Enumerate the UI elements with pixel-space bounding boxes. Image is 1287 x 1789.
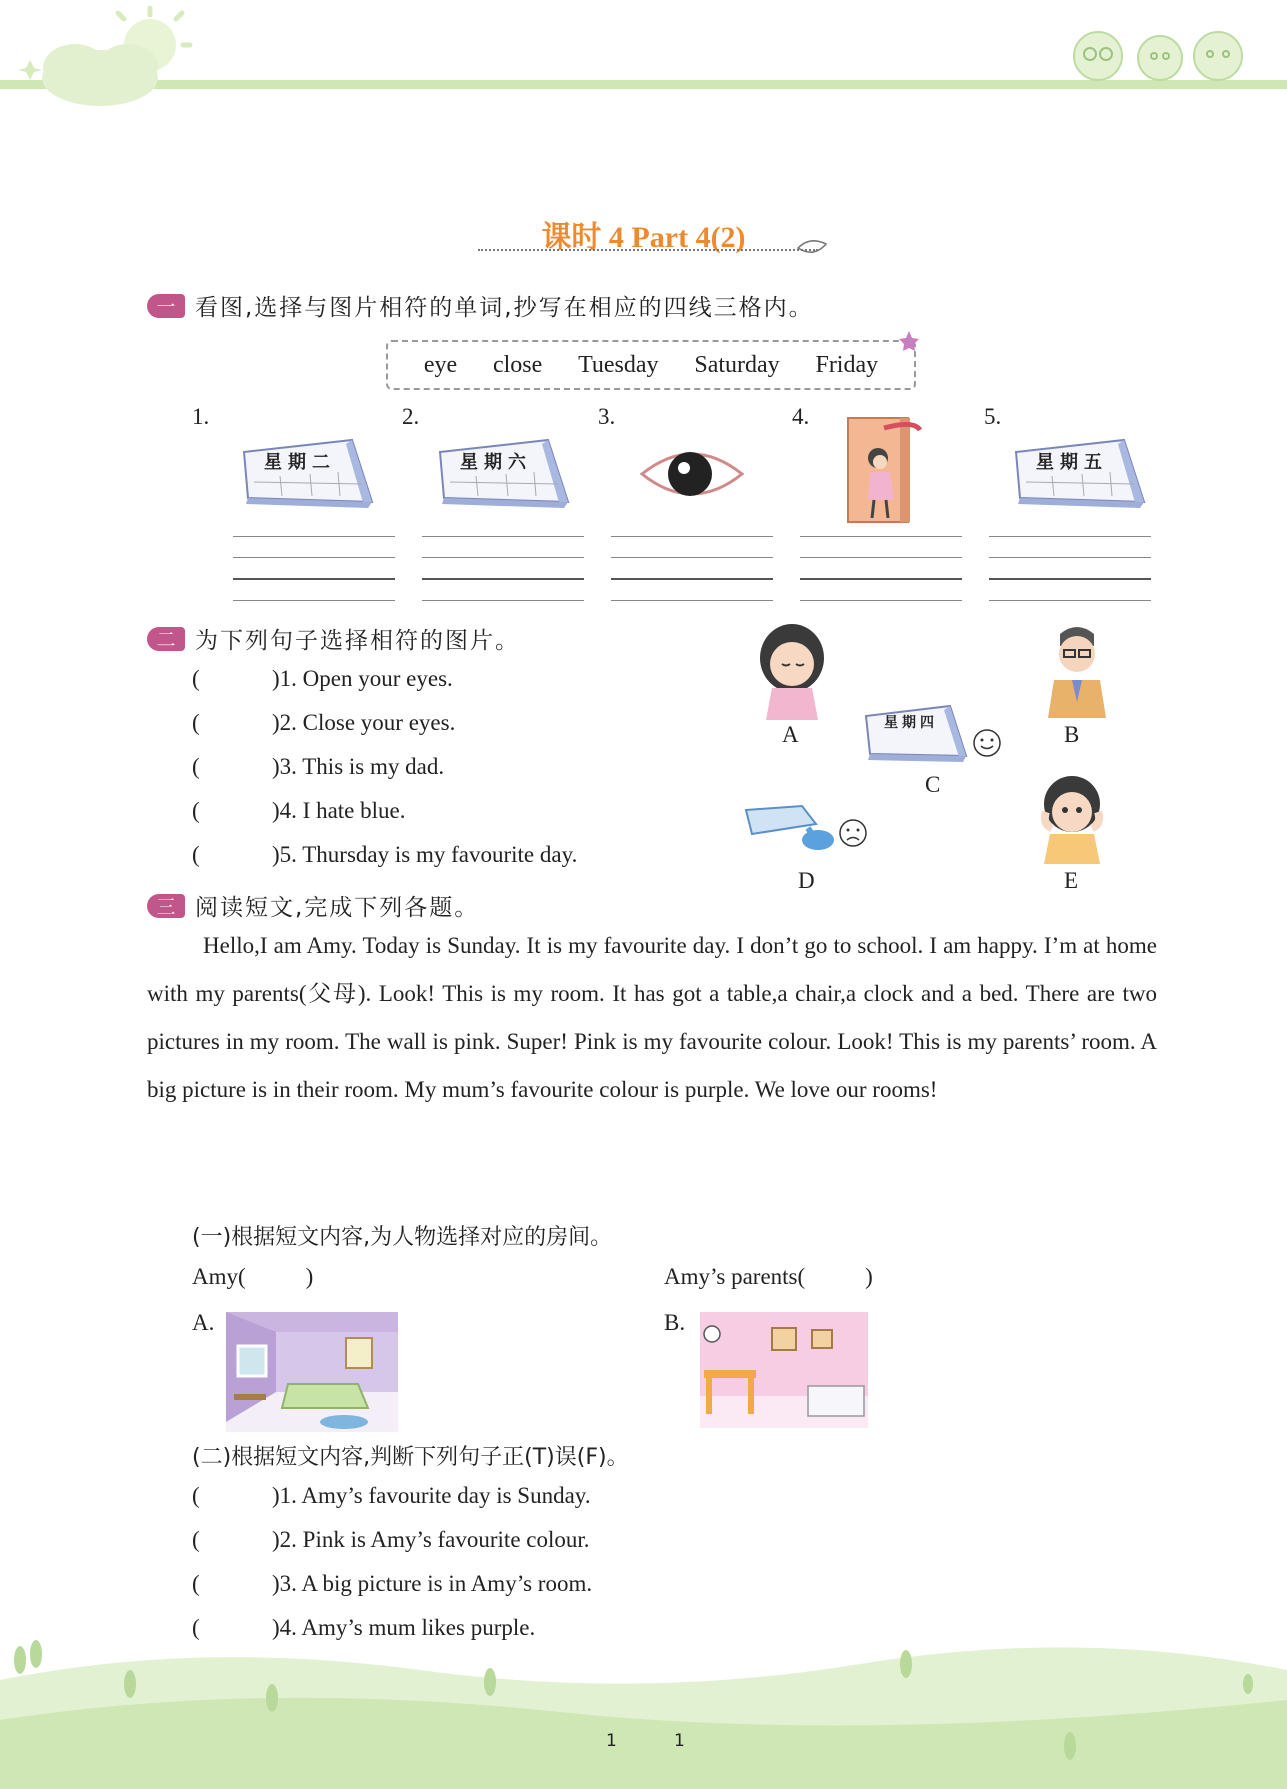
passage-text: Hello,I am Amy. Today is Sunday. It is my favourite day. I don’t go to school. I am happy. I’m at home with my parents(父母). Look! This is my room. It has got a table,a chair,a clock and a bed. There are two pictures in my room. The wall is pink. Super! Pink is my favourite colour. Look! This is my parents’ room. A big picture is in their room. My mum’s favourite colour is purple. We love our rooms! [147, 933, 1157, 1102]
purple-room-picture [226, 1312, 398, 1432]
true-false-1[interactable]: ( )1. Amy’s favourite day is Sunday. [192, 1483, 591, 1508]
item-number: 2. [402, 404, 420, 429]
writing-lines-4[interactable] [800, 536, 962, 600]
lesson-title: 课时 4 Part 4(2) [541, 221, 746, 254]
eye-icon [638, 444, 746, 504]
smile-face-icon [972, 728, 1002, 758]
blue-paint-tube-picture [742, 800, 838, 858]
writing-lines-5[interactable] [989, 536, 1151, 600]
word-tuesday: Tuesday [578, 351, 659, 378]
part1-instruction: (一)根据短文内容,为人物选择对应的房间。 [192, 1225, 613, 1250]
section3-instruction: 阅读短文,完成下列各题。 [195, 895, 480, 921]
calendar-tuesday [240, 432, 376, 510]
calendar-day-text: 星期五 [1036, 452, 1108, 473]
word-eye: eye [423, 351, 458, 378]
writing-lines-1[interactable] [233, 536, 395, 600]
title-underline [478, 249, 818, 251]
section2-badge: 二 [147, 627, 185, 651]
parents-room-answer[interactable]: Amy’s parents( ) [664, 1264, 873, 1289]
option-a-label: A. [192, 1310, 215, 1335]
item-number: 5. [984, 404, 1002, 429]
section3-header [147, 889, 479, 922]
leaf-icon [796, 236, 832, 260]
section2-instruction: 为下列句子选择相符的图片。 [195, 628, 520, 654]
item-number: 4. [792, 404, 810, 429]
reading-passage [147, 922, 1157, 1114]
hills-decoration [0, 1640, 1287, 1789]
match-sentence-3[interactable]: ( )3. This is my dad. [192, 754, 445, 779]
section1-badge: 一 [147, 294, 185, 318]
sad-face-icon [838, 818, 868, 848]
section3-badge: 三 [147, 894, 185, 918]
pink-room-picture [700, 1312, 868, 1428]
match-sentence-2[interactable]: ( )2. Close your eyes. [192, 710, 456, 735]
part2-instruction: (二)根据短文内容,判断下列句子正(T)误(F)。 [192, 1445, 629, 1470]
word-friday: Friday [815, 351, 879, 378]
item-number: 1. [192, 404, 210, 429]
calendar-day-text: 星期二 [264, 452, 336, 473]
true-false-4[interactable]: ( )4. Amy’s mum likes purple. [192, 1615, 536, 1640]
section1-header [147, 289, 814, 322]
word-close: close [492, 351, 543, 378]
calendar-day-text: 星期四 [884, 715, 938, 731]
writing-lines-3[interactable] [611, 536, 773, 600]
section2-header [147, 622, 520, 655]
picture-label-a: A [782, 722, 799, 747]
star-icon [898, 330, 920, 352]
word-bank [386, 340, 916, 390]
calendar-friday [1012, 432, 1148, 510]
page-number-left: 1 [606, 1731, 617, 1751]
match-sentence-5[interactable]: ( )5. Thursday is my favourite day. [192, 842, 578, 867]
picture-label-e: E [1064, 868, 1079, 893]
word-saturday: Saturday [694, 351, 780, 378]
calendar-saturday [436, 432, 572, 510]
match-sentence-4[interactable]: ( )4. I hate blue. [192, 798, 406, 823]
amy-room-answer[interactable]: Amy( ) [192, 1264, 314, 1289]
sun-cloud-decoration [0, 0, 200, 115]
girl-closing-door-picture [844, 414, 924, 524]
girl-eyes-closed-picture [748, 622, 834, 722]
calendar-thursday [864, 700, 970, 764]
page-number-right: 1 [674, 1731, 685, 1751]
writing-lines-2[interactable] [422, 536, 584, 600]
true-false-2[interactable]: ( )2. Pink is Amy’s favourite colour. [192, 1527, 590, 1552]
picture-label-b: B [1064, 722, 1080, 747]
dad-picture [1040, 620, 1114, 720]
item-number: 3. [598, 404, 616, 429]
animal-faces-decoration [1050, 18, 1250, 88]
match-sentence-1[interactable]: ( )1. Open your eyes. [192, 666, 453, 691]
picture-label-d: D [798, 868, 815, 893]
calendar-day-text: 星期六 [460, 452, 532, 473]
true-false-3[interactable]: ( )3. A big picture is in Amy’s room. [192, 1571, 593, 1596]
option-b-label: B. [664, 1310, 686, 1335]
girl-eyes-open-picture [1032, 772, 1112, 866]
picture-label-c: C [925, 772, 941, 797]
section1-instruction: 看图,选择与图片相符的单词,抄写在相应的四线三格内。 [195, 295, 814, 321]
